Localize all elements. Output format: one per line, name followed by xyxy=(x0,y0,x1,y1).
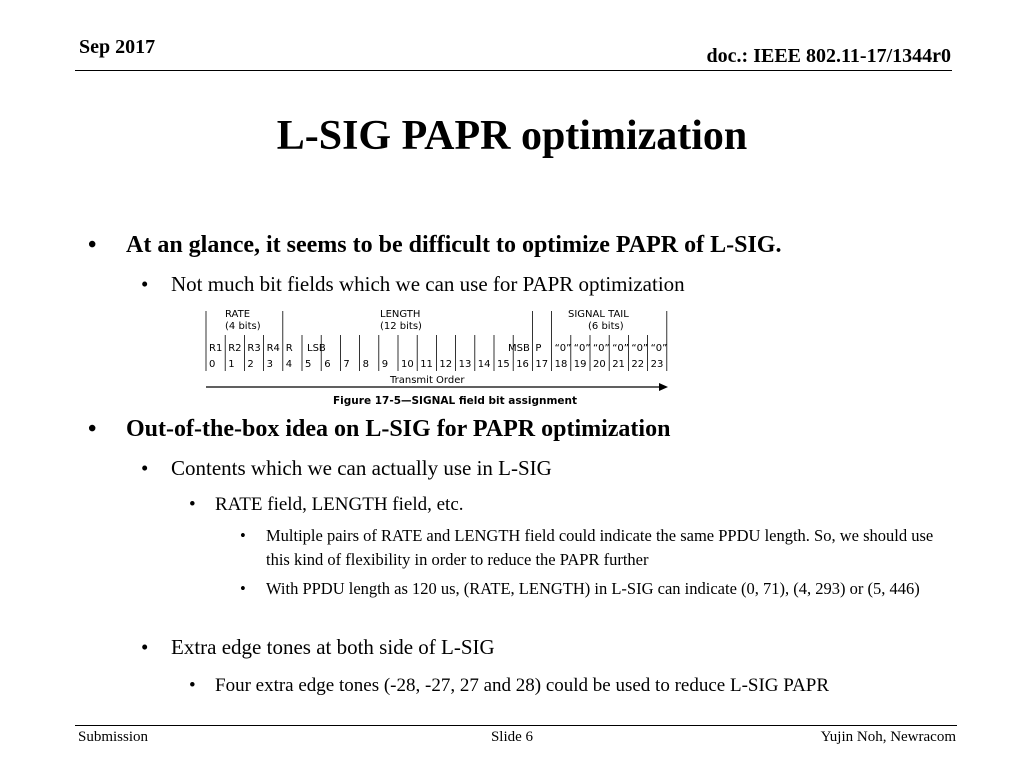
length-label: LENGTH xyxy=(380,309,421,320)
bit-index-label: 11 xyxy=(420,359,433,370)
bullet-level1 xyxy=(88,416,671,443)
bit-index-label: 2 xyxy=(247,359,254,370)
bullet-text: With PPDU length as 120 us, (RATE, LENGTH) in L-SIG can indicate (0, 71), (4, 293) or (5, 446) xyxy=(266,579,920,598)
bit-index-label: 20 xyxy=(593,359,606,370)
rate-label: RATE xyxy=(225,309,251,320)
bit-name-label: “0” xyxy=(631,343,649,354)
tail-label: SIGNAL TAIL xyxy=(568,309,629,320)
bit-index-label: 21 xyxy=(612,359,625,370)
rate-bits-label: (4 bits) xyxy=(225,321,261,332)
bit-name-label: R3 xyxy=(247,343,261,354)
length-bits-label: (12 bits) xyxy=(380,321,422,332)
bit-name-label: “0” xyxy=(650,343,668,354)
bit-name-label: R4 xyxy=(266,343,280,354)
bullet-dot: • xyxy=(88,416,97,442)
bullet-dot: • xyxy=(141,456,149,480)
bit-index-label: 22 xyxy=(631,359,645,370)
footer-submission: Submission xyxy=(78,729,149,745)
bit-name-label: “0” xyxy=(612,343,629,354)
bullet-level3 xyxy=(189,494,464,516)
bullet-level3 xyxy=(189,673,915,698)
bit-index-label: 12 xyxy=(439,359,453,370)
bit-index-label: 9 xyxy=(381,359,389,370)
bit-name-label: P xyxy=(535,343,542,354)
bullet-text: Multiple pairs of RATE and LENGTH field could indicate the same PPDU length. So, we should use this kind of flexibility in order to reduce the PAPR further xyxy=(266,526,934,569)
bit-name-label: R xyxy=(285,343,293,354)
bullet-dot: • xyxy=(141,635,149,659)
bit-index-label: 18 xyxy=(554,359,568,370)
bit-cells xyxy=(206,311,667,371)
bullet-level4 xyxy=(240,577,946,601)
bullet-dot: • xyxy=(141,272,149,296)
bullet-dot: • xyxy=(189,675,196,696)
msb-label: MSB xyxy=(508,343,530,354)
bullet-text: Extra edge tones at both side of L-SIG xyxy=(171,635,495,659)
arrow-head xyxy=(659,383,668,391)
header-divider xyxy=(75,70,952,71)
bit-index-label: 8 xyxy=(362,359,369,370)
figure-caption: Figure 17-5—SIGNAL field bit assignment xyxy=(333,395,578,407)
bit-index-label: 6 xyxy=(324,359,331,370)
bit-index-label: 1 xyxy=(228,359,235,370)
bullet-text: RATE field, LENGTH field, etc. xyxy=(215,494,464,515)
bit-index-label: 0 xyxy=(209,359,216,370)
bit-index-label: 19 xyxy=(573,359,587,370)
bit-index-label: 17 xyxy=(535,359,549,370)
bullet-text: Out-of-the-box idea on L-SIG for PAPR optimization xyxy=(126,416,671,442)
bullet-dot: • xyxy=(240,579,246,598)
bit-name-label: R2 xyxy=(228,343,242,354)
bit-index-label: 4 xyxy=(285,359,293,370)
bit-index-label: 3 xyxy=(266,359,273,370)
bullet-text: At an glance, it seems to be difficult to optimize PAPR of L-SIG. xyxy=(126,232,782,258)
bullet-dot: • xyxy=(240,526,246,545)
bit-index-label: 15 xyxy=(497,359,510,370)
bit-index-label: 16 xyxy=(516,359,529,370)
bullet-level2 xyxy=(141,456,552,481)
transmit-order-label: Transmit Order xyxy=(390,375,465,386)
footer-author: Yujin Noh, Newracom xyxy=(820,729,956,745)
bit-name-label: “0” xyxy=(573,343,591,354)
bit-index-label: 7 xyxy=(343,359,350,370)
header-doc-id: doc.: IEEE 802.11-17/1344r0 xyxy=(706,45,951,67)
bit-name-label: “0” xyxy=(554,343,572,354)
header-date: Sep 2017 xyxy=(79,36,156,58)
tail-bits-label: (6 bits) xyxy=(588,321,624,332)
bullet-text: Not much bit fields which we can use for PAPR optimization xyxy=(171,272,685,296)
bullet-text: Contents which we can actually use in L-SIG xyxy=(171,456,552,480)
bit-index-label: 13 xyxy=(458,359,472,370)
bit-index-label: 10 xyxy=(401,359,414,370)
bullet-dot: • xyxy=(88,232,97,258)
footer-slide-number: Slide 6 xyxy=(490,729,534,745)
slide-title: L-SIG PAPR optimization xyxy=(276,113,748,159)
signal-field-figure xyxy=(200,307,670,410)
lsb-label: LSB xyxy=(307,343,326,354)
bit-name-label: R1 xyxy=(209,343,223,354)
bullet-dot: • xyxy=(189,494,196,515)
bullet-level4 xyxy=(240,524,946,572)
footer-divider xyxy=(75,725,957,726)
bit-index-label: 14 xyxy=(477,359,491,370)
bullet-level2 xyxy=(141,635,495,660)
bullet-text: Four extra edge tones (-28, -27, 27 and 28) could be used to reduce L-SIG PAPR xyxy=(215,675,830,696)
bit-index-label: 23 xyxy=(650,359,664,370)
bit-name-label: “0” xyxy=(593,343,610,354)
bullet-level2 xyxy=(141,272,685,297)
bullet-level1 xyxy=(88,232,782,259)
bit-index-label: 5 xyxy=(305,359,312,370)
